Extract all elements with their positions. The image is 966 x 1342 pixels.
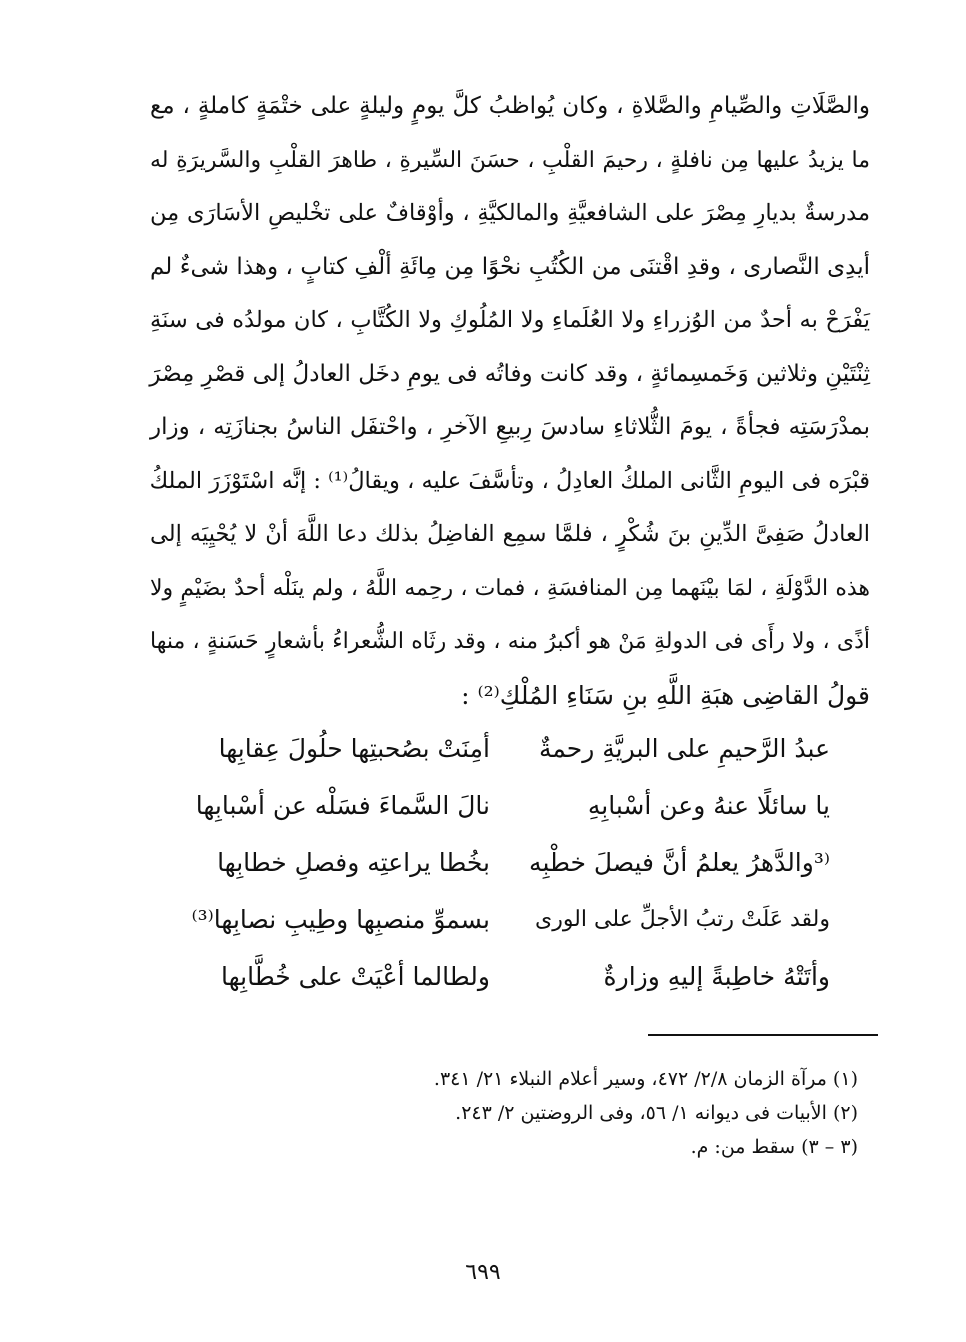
body-line: قولُ القاضِى هبَةِ اللَّهِ بنِ سَنَاءِ المُلْكِ⁽²⁾ : — [461, 680, 870, 710]
body-line: هذه الدَّوْلَةِ ، لمَا بيْنَهما مِن المنافسَةِ ، فمات ، رحِمه اللَّهُ ، ولم ينَلْه أحدٌ بضَيْمٍ ولا — [150, 575, 870, 601]
body-line: مدرسةٌ بديارِ مِصْرَ على الشافعيَّةِ والمالكيَّةِ ، وأوْقافٌ على تخْليصِ الأسَارَى مِن — [150, 200, 870, 226]
poem — [190, 720, 830, 1005]
body-line: أذًى ، ولا رأَى فى الدولةِ مَنْ هو أكبرُ منه ، وقد رثَاه الشُّعراءُ بأشعارٍ حَسَنةٍ ، منها — [150, 629, 870, 654]
page-number: ٦٩٩ — [465, 1260, 501, 1285]
poem-verse — [190, 720, 830, 777]
body-line: ما يزيدُ عليها مِن نافلةٍ ، رحيمَ القلْبِ ، حسَنَ السِّيرةِ ، طاهرَ القلْبِ والسَّريرَةِ له — [150, 147, 870, 173]
poem-verse — [190, 834, 830, 891]
body-line: ثِنْتَيْنِ وثلاثين وَخَمسِمائةٍ ، وقد كانت وفاتُه فى يومِ دخَل العادلُ إلى قصْرِ مِصْرَ — [149, 360, 870, 387]
verse-first-hemistich: ولقد عَلَتْ رتبُ الأجلِّ على الورى — [534, 907, 830, 932]
verse-second-hemistich: نالَ السَّماءَ فسَلْه عن أسْبابِها — [195, 791, 490, 820]
body-line: أيدِى النَّصارى ، وقدِ اقْتنَى من الكُتُبِ نحْوًا مِن مِائَةِ ألْفِ كتابٍ ، وهذا شىءٌ لم — [150, 253, 870, 280]
poem-verse — [190, 891, 830, 948]
verse-first-hemistich: ⁽³والدَّهرُ يعلمُ أنَّ فيصلَ خطْبِه — [529, 848, 830, 877]
verse-second-hemistich: بسموِّ منصبِها وطِيبِ نصابِها⁽³⁾ — [191, 905, 490, 934]
verse-second-hemistich: أمِنَتْ بصُحبتِها حلُولَ عِقابِها — [218, 734, 490, 763]
body-line: يَفْرَحْ به أحدٌ من الوُزراءِ ولا العُلَماءِ ولا المُلُوكِ ولا الكُتَّابِ ، كان مولدُه فى سنَةِ — [150, 307, 870, 333]
footnote: (١) مرآة الزمان ٢/٨/ ٤٧٢، وسير أعلام النبلاء ٢١/ ٣٤١. — [433, 1068, 858, 1090]
body-text — [150, 80, 870, 722]
verse-first-hemistich: عبدُ الرَّحيمِ على البريَّةِ رحمةٌ — [538, 734, 830, 763]
poem-verse — [190, 948, 830, 1005]
body-line: قبْرَه فى اليومِ الثَّانى الملكُ العادِلُ ، وتأسَّفَ عليه ، ويقالُ⁽¹⁾ : إنَّه اسْتَوْزَرَ الملكُ — [149, 467, 870, 494]
verse-second-hemistich: بخُطا يراعتِه وفصلِ خطابِها — [217, 848, 490, 877]
body-line: والصَّلَاتِ والصِّيامِ والصَّلاةِ ، وكان يُواظبُ كلَّ يومٍ وليلةٍ على ختْمَةٍ كاملةٍ ، مع — [150, 93, 870, 119]
body-line: بمدْرَسَتِه فجأةً ، يومَ الثُّلاثاءِ سادسَ رِبيعِ الآخرِ ، واحْتفَل الناسُ بجنازَتِه ، وزار — [150, 414, 870, 440]
body-line: العادلُ صَفِىَّ الدِّينِ بنَ شُكْرٍ ، فلمَّا سمِع الفاضِلُ بذلك دعا اللَّهَ أنْ لا يُحْيِيَه إلى — [150, 521, 870, 547]
poem-verse — [190, 777, 830, 834]
verse-first-hemistich: وأتَتْهُ خاطِبةً إليهِ وزارةٌ — [603, 962, 830, 991]
footnote-divider — [648, 1034, 878, 1036]
verse-second-hemistich: ولطالما أعْيَتْ على خُطَّابِها — [220, 962, 490, 991]
footnote: (٣ – ٣) سقط من: م. — [690, 1136, 858, 1158]
footnotes — [158, 1062, 858, 1164]
footnote: (٢) الأبيات فى ديوانه ١/ ٥٦، وفى الروضتين ٢/ ٢٤٣. — [455, 1102, 858, 1124]
verse-first-hemistich: يا سائلًا عنهُ وعن أسْبابِهِ — [587, 791, 830, 820]
